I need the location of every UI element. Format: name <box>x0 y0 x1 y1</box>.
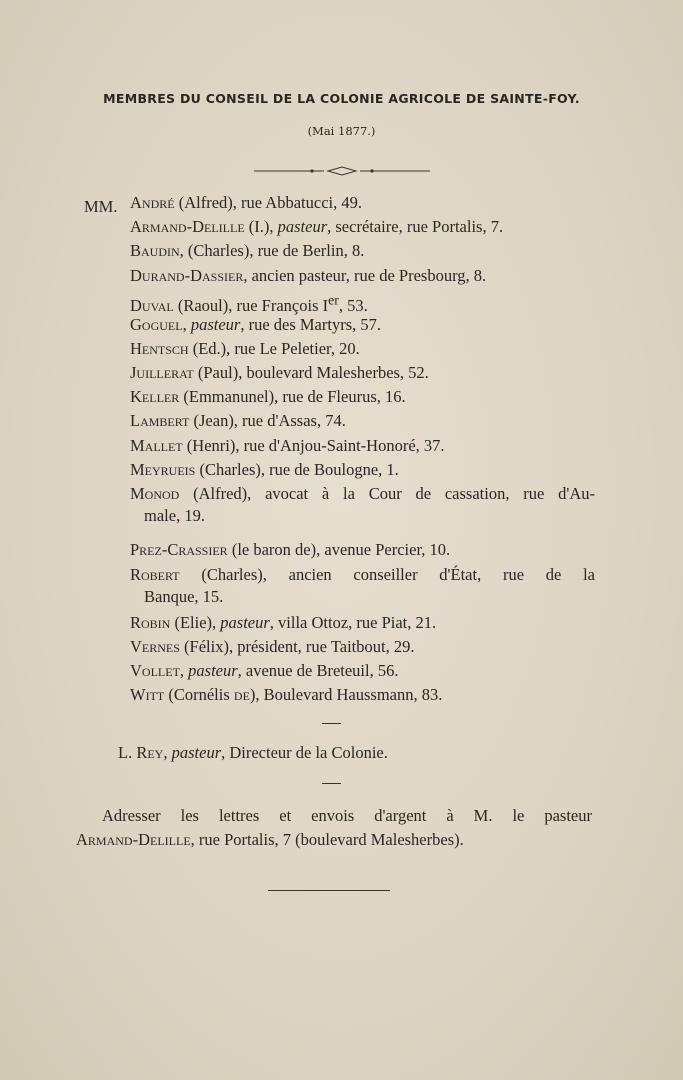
separator-dash <box>322 783 341 784</box>
member-entry: Witt (Cornélis de), Boulevard Haussmann, 83. <box>130 685 443 704</box>
bottom-rule <box>268 890 390 891</box>
member-entry: Monod (Alfred), avocat à la Cour de cassation, rue d'Au- male, 19. <box>130 484 595 525</box>
page-title: MEMBRES DU CONSEIL DE LA COLONIE AGRICOLE DE SAINTE-FOY. <box>103 91 580 106</box>
member-entry: André (Alfred), rue Abbatucci, 49. <box>130 193 362 212</box>
separator-dash <box>322 723 341 724</box>
member-entry: Vernes (Félix), président, rue Taitbout, 29. <box>130 637 415 656</box>
member-entry: Meyrueis (Charles), rue de Boulogne, 1. <box>130 460 399 479</box>
member-entry: Duval (Raoul), rue François Ier, 53. <box>130 292 368 315</box>
member-entry: Keller (Emmanunel), rue de Fleurus, 16. <box>130 387 406 406</box>
member-entry: Mallet (Henri), rue d'Anjou-Saint-Honoré, 37. <box>130 436 445 455</box>
member-entry: Robin (Elie), pasteur, villa Ottoz, rue Piat, 21. <box>130 613 437 632</box>
member-entry: Lambert (Jean), rue d'Assas, 74. <box>130 411 346 430</box>
note-line-2: Armand-Delille, rue Portalis, 7 (boulevard Malesherbes). <box>76 830 464 849</box>
member-entry: Prez-Crassier (le baron de), avenue Percier, 10. <box>130 540 451 559</box>
member-entry: Vollet, pasteur, avenue de Breteuil, 56. <box>130 661 399 680</box>
date-line: (Mai 1877.) <box>307 124 376 138</box>
member-entry: Armand-Delille (I.), pasteur, secrétaire, rue Portalis, 7. <box>130 217 504 236</box>
member-entry: Durand-Dassier, ancien pasteur, rue de Presbourg, 8. <box>130 266 487 285</box>
ornament-divider <box>254 165 430 177</box>
member-entry: Robert (Charles), ancien conseiller d'État, rue de la Banque, 15. <box>130 565 595 606</box>
member-entry: Hentsch (Ed.), rue Le Peletier, 20. <box>130 339 360 358</box>
member-entry: Baudin, (Charles), rue de Berlin, 8. <box>130 241 365 260</box>
member-entry: Goguel, pasteur, rue des Martyrs, 57. <box>130 315 382 334</box>
members-prefix: MM. <box>84 197 118 216</box>
director-line: L. Rey, pasteur, Directeur de la Colonie. <box>118 743 388 762</box>
note-line-1: Adresser les lettres et envois d'argent à M. le pasteur <box>102 806 592 825</box>
member-entry: Juillerat (Paul), boulevard Malesherbes, 52. <box>130 363 429 382</box>
